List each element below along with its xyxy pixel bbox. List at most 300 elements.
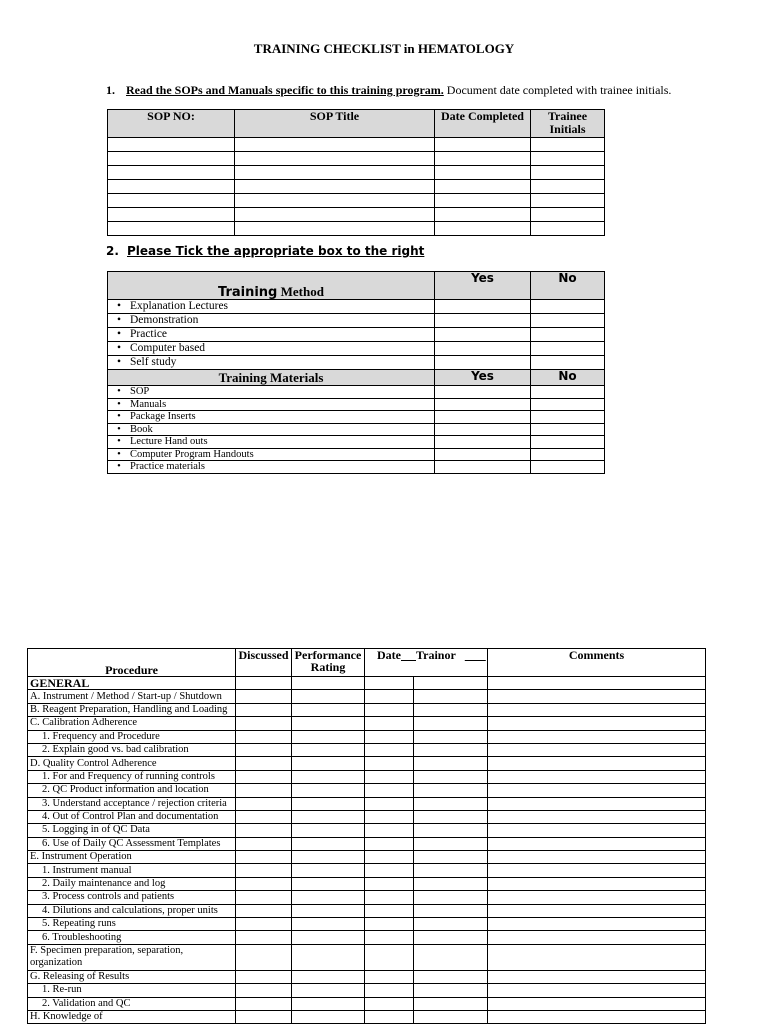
trainor-cell[interactable] [414, 837, 488, 850]
material-row-text: Book [130, 423, 153, 435]
sop-date-cell[interactable] [435, 138, 531, 152]
discussed-cell[interactable] [236, 931, 292, 944]
sop-date-cell[interactable] [435, 152, 531, 166]
procedure-label: 6. Use of Daily QC Assessment Templates [28, 837, 236, 850]
performance-cell[interactable] [292, 970, 365, 983]
training-materials-header-row [108, 370, 605, 386]
sop-date-cell[interactable] [435, 208, 531, 222]
procedure-label: A. Instrument / Method / Start-up / Shutdown [28, 690, 236, 703]
date-cell[interactable] [365, 703, 414, 716]
date-cell[interactable] [365, 970, 414, 983]
sop-col-title: SOP Title [235, 110, 435, 138]
performance-cell[interactable] [292, 677, 365, 690]
comments-cell[interactable] [488, 717, 706, 730]
procedure-row [28, 770, 706, 783]
sop-title-cell[interactable] [235, 208, 435, 222]
date-cell[interactable] [365, 877, 414, 890]
comments-cell[interactable] [488, 904, 706, 917]
trainor-cell[interactable] [414, 984, 488, 997]
bullet-icon: • [116, 314, 122, 326]
trainor-cell[interactable] [414, 677, 488, 690]
procedure-row [28, 690, 706, 703]
performance-cell[interactable] [292, 770, 365, 783]
date-cell[interactable] [365, 770, 414, 783]
sop-title-cell[interactable] [235, 166, 435, 180]
sop-initials-cell[interactable] [531, 152, 605, 166]
yes-checkbox-cell[interactable] [435, 448, 531, 461]
discussed-cell[interactable] [236, 690, 292, 703]
method-no-header: No [531, 272, 605, 300]
sop-initials-cell[interactable] [531, 194, 605, 208]
procedure-label: H. Knowledge of [28, 1010, 236, 1023]
method-row-text: Explanation Lectures [130, 300, 229, 312]
procedure-label: 5. Logging in of QC Data [28, 824, 236, 837]
procedure-label: 1. Instrument manual [28, 864, 236, 877]
material-row-label [108, 411, 435, 424]
sop-col-date: Date Completed [435, 110, 531, 138]
sop-initials-cell[interactable] [531, 180, 605, 194]
date-cell[interactable] [365, 918, 414, 931]
performance-cell[interactable] [292, 703, 365, 716]
yes-checkbox-cell[interactable] [435, 436, 531, 449]
bullet-icon: • [117, 386, 121, 398]
sop-date-cell[interactable] [435, 166, 531, 180]
date-cell[interactable] [365, 904, 414, 917]
material-row [108, 423, 605, 436]
sop-title-cell[interactable] [235, 152, 435, 166]
material-row [108, 386, 605, 399]
sop-row [108, 152, 605, 166]
no-checkbox-cell[interactable] [531, 356, 605, 370]
section1-instruction-bold: Read the SOPs and Manuals specific to this training program. [126, 83, 444, 97]
trainor-cell[interactable] [414, 997, 488, 1010]
sop-no-cell[interactable] [108, 166, 235, 180]
no-checkbox-cell[interactable] [531, 436, 605, 449]
comments-cell[interactable] [488, 703, 706, 716]
comments-cell[interactable] [488, 877, 706, 890]
discussed-cell[interactable] [236, 851, 292, 864]
sop-date-cell[interactable] [435, 180, 531, 194]
trainor-cell[interactable] [414, 891, 488, 904]
sop-table [107, 109, 605, 236]
training-method-header-small: Method [277, 284, 324, 299]
procedure-label: 4. Out of Control Plan and documentation [28, 810, 236, 823]
procedure-label: E. Instrument Operation [28, 851, 236, 864]
performance-cell[interactable] [292, 743, 365, 756]
sop-title-cell[interactable] [235, 138, 435, 152]
yes-checkbox-cell[interactable] [435, 300, 531, 314]
procedure-row [28, 1010, 706, 1023]
no-checkbox-cell[interactable] [531, 423, 605, 436]
section1-instruction-rest: Document date completed with trainee initials. [443, 83, 672, 97]
discussed-cell[interactable] [236, 677, 292, 690]
method-row-label [108, 314, 435, 328]
procedure-label: D. Quality Control Adherence [28, 757, 236, 770]
performance-cell[interactable] [292, 690, 365, 703]
bullet-icon: • [117, 461, 121, 473]
trainor-cell[interactable] [414, 851, 488, 864]
procedure-col-discussed: Discussed [236, 649, 292, 677]
procedure-label: F. Specimen preparation, separation, organization [28, 944, 236, 970]
date-cell[interactable] [365, 757, 414, 770]
material-row-label [108, 386, 435, 399]
procedure-row [28, 984, 706, 997]
discussed-cell[interactable] [236, 824, 292, 837]
sop-no-cell[interactable] [108, 222, 235, 236]
trainor-cell[interactable] [414, 730, 488, 743]
procedure-row [28, 970, 706, 983]
performance-cell[interactable] [292, 797, 365, 810]
trainor-cell[interactable] [414, 770, 488, 783]
procedure-row [28, 864, 706, 877]
discussed-cell[interactable] [236, 1010, 292, 1023]
comments-cell[interactable] [488, 690, 706, 703]
sop-initials-cell[interactable] [531, 208, 605, 222]
trainor-cell[interactable] [414, 810, 488, 823]
date-cell[interactable] [365, 797, 414, 810]
bullet-icon: • [116, 300, 122, 312]
discussed-cell[interactable] [236, 877, 292, 890]
materials-yes-header: Yes [435, 370, 531, 386]
sop-no-cell[interactable] [108, 194, 235, 208]
trainor-cell[interactable] [414, 743, 488, 756]
training-method-header-row [108, 272, 605, 300]
procedure-col-date-trainor [365, 649, 488, 677]
discussed-cell[interactable] [236, 997, 292, 1010]
procedure-row [28, 743, 706, 756]
date-cell[interactable] [365, 824, 414, 837]
sop-no-cell[interactable] [108, 152, 235, 166]
training-materials-header: Training Materials [108, 370, 435, 386]
bullet-icon: • [117, 448, 121, 460]
date-cell[interactable] [365, 1010, 414, 1023]
procedure-label: 1. For and Frequency of running controls [28, 770, 236, 783]
performance-cell[interactable] [292, 904, 365, 917]
procedure-row [28, 931, 706, 944]
material-row [108, 436, 605, 449]
sop-row [108, 194, 605, 208]
bullet-icon: • [116, 342, 122, 354]
procedure-row [28, 824, 706, 837]
sop-date-cell[interactable] [435, 194, 531, 208]
procedure-row [28, 891, 706, 904]
sop-no-cell[interactable] [108, 208, 235, 222]
date-cell[interactable] [365, 743, 414, 756]
date-cell[interactable] [365, 984, 414, 997]
date-cell[interactable] [365, 677, 414, 690]
material-row [108, 411, 605, 424]
comments-cell[interactable] [488, 677, 706, 690]
bullet-icon: • [117, 398, 121, 410]
procedure-label: 5. Repeating runs [28, 918, 236, 931]
material-row-text: Package Inserts [130, 411, 196, 423]
trainor-cell[interactable] [414, 970, 488, 983]
performance-cell[interactable] [292, 877, 365, 890]
procedure-row [28, 944, 706, 970]
method-row [108, 328, 605, 342]
procedure-row [28, 730, 706, 743]
procedure-row [28, 677, 706, 690]
section1-number: 1. [106, 83, 115, 97]
performance-cell[interactable] [292, 931, 365, 944]
procedure-col-performance-label: Performance Rating [294, 648, 362, 674]
comments-cell[interactable] [488, 757, 706, 770]
training-table [107, 271, 605, 474]
method-row-text: Demonstration [130, 314, 199, 326]
bullet-icon: • [116, 356, 122, 368]
discussed-cell[interactable] [236, 757, 292, 770]
discussed-cell[interactable] [236, 918, 292, 931]
sop-row [108, 138, 605, 152]
comments-cell[interactable] [488, 784, 706, 797]
performance-cell[interactable] [292, 891, 365, 904]
yes-checkbox-cell[interactable] [435, 356, 531, 370]
procedure-row [28, 997, 706, 1010]
sop-title-cell[interactable] [235, 222, 435, 236]
performance-cell[interactable] [292, 997, 365, 1010]
discussed-cell[interactable] [236, 944, 292, 970]
trainor-cell[interactable] [414, 877, 488, 890]
section2-number: 2. [106, 244, 119, 258]
performance-cell[interactable] [292, 837, 365, 850]
yes-checkbox-cell[interactable] [435, 314, 531, 328]
trainor-cell[interactable] [414, 1010, 488, 1023]
bullet-icon: • [116, 328, 122, 340]
no-checkbox-cell[interactable] [531, 328, 605, 342]
comments-cell[interactable] [488, 944, 706, 970]
trainor-cell[interactable] [414, 944, 488, 970]
performance-cell[interactable] [292, 824, 365, 837]
yes-checkbox-cell[interactable] [435, 328, 531, 342]
comments-cell[interactable] [488, 810, 706, 823]
discussed-cell[interactable] [236, 891, 292, 904]
method-row-label [108, 342, 435, 356]
no-checkbox-cell[interactable] [531, 342, 605, 356]
yes-checkbox-cell[interactable] [435, 461, 531, 474]
sop-date-cell[interactable] [435, 222, 531, 236]
trainor-cell[interactable] [414, 717, 488, 730]
method-row [108, 314, 605, 328]
discussed-cell[interactable] [236, 784, 292, 797]
no-checkbox-cell[interactable] [531, 386, 605, 399]
material-row [108, 461, 605, 474]
sop-row [108, 166, 605, 180]
procedure-label: 6. Troubleshooting [28, 931, 236, 944]
sop-row [108, 222, 605, 236]
procedure-col-trainor-label: Trainor [416, 648, 456, 662]
sop-col-initials [531, 110, 605, 138]
method-row-text: Practice [130, 328, 168, 340]
material-row [108, 398, 605, 411]
procedure-label: 3. Understand acceptance / rejection criteria [28, 797, 236, 810]
procedure-row [28, 877, 706, 890]
procedure-row [28, 851, 706, 864]
discussed-cell[interactable] [236, 730, 292, 743]
comments-cell[interactable] [488, 824, 706, 837]
trainor-cell[interactable] [414, 797, 488, 810]
material-row-label [108, 436, 435, 449]
performance-cell[interactable] [292, 944, 365, 970]
performance-cell[interactable] [292, 730, 365, 743]
discussed-cell[interactable] [236, 864, 292, 877]
training-method-header-big: Training [218, 285, 278, 300]
section2-instruction [106, 244, 424, 258]
material-row-label [108, 461, 435, 474]
no-checkbox-cell[interactable] [531, 411, 605, 424]
material-row-text: Lecture Hand outs [130, 436, 208, 448]
comments-cell[interactable] [488, 730, 706, 743]
procedure-label: 2. Daily maintenance and log [28, 877, 236, 890]
date-cell[interactable] [365, 997, 414, 1010]
material-row-text: Computer Program Handouts [130, 448, 254, 460]
procedure-label: 2. Explain good vs. bad calibration [28, 743, 236, 756]
discussed-cell[interactable] [236, 810, 292, 823]
discussed-cell[interactable] [236, 770, 292, 783]
section1-instruction [106, 83, 671, 98]
yes-checkbox-cell[interactable] [435, 342, 531, 356]
discussed-cell[interactable] [236, 717, 292, 730]
date-cell[interactable] [365, 944, 414, 970]
comments-cell[interactable] [488, 891, 706, 904]
procedure-label: C. Calibration Adherence [28, 717, 236, 730]
date-cell[interactable] [365, 864, 414, 877]
trainor-cell[interactable] [414, 931, 488, 944]
method-row [108, 342, 605, 356]
performance-cell[interactable] [292, 851, 365, 864]
discussed-cell[interactable] [236, 904, 292, 917]
discussed-cell[interactable] [236, 797, 292, 810]
date-cell[interactable] [365, 931, 414, 944]
sop-initials-cell[interactable] [531, 138, 605, 152]
procedure-col-performance [292, 649, 365, 677]
method-row-text: Computer based [130, 342, 206, 354]
comments-cell[interactable] [488, 770, 706, 783]
procedure-label: GENERAL [28, 677, 236, 690]
comments-cell[interactable] [488, 931, 706, 944]
procedure-label: 3. Process controls and patients [28, 891, 236, 904]
training-method-header [108, 272, 435, 300]
yes-checkbox-cell[interactable] [435, 423, 531, 436]
comments-cell[interactable] [488, 970, 706, 983]
procedure-row [28, 837, 706, 850]
date-cell[interactable] [365, 810, 414, 823]
section2-instruction-text: Please Tick the appropriate box to the right [127, 244, 425, 258]
method-row-text: Self study [130, 356, 177, 368]
material-row-label [108, 423, 435, 436]
discussed-cell[interactable] [236, 837, 292, 850]
method-yes-header: Yes [435, 272, 531, 300]
date-cell[interactable] [365, 837, 414, 850]
performance-cell[interactable] [292, 1010, 365, 1023]
comments-cell[interactable] [488, 851, 706, 864]
comments-cell[interactable] [488, 1010, 706, 1023]
trainor-cell[interactable] [414, 824, 488, 837]
trainor-cell[interactable] [414, 690, 488, 703]
date-cell[interactable] [365, 717, 414, 730]
sop-col-no: SOP NO: [108, 110, 235, 138]
sop-row [108, 208, 605, 222]
material-row [108, 448, 605, 461]
performance-cell[interactable] [292, 984, 365, 997]
sop-initials-cell[interactable] [531, 222, 605, 236]
performance-cell[interactable] [292, 864, 365, 877]
trainor-cell[interactable] [414, 757, 488, 770]
date-cell[interactable] [365, 851, 414, 864]
trainor-cell[interactable] [414, 904, 488, 917]
performance-cell[interactable] [292, 757, 365, 770]
procedure-row [28, 904, 706, 917]
performance-cell[interactable] [292, 717, 365, 730]
comments-cell[interactable] [488, 743, 706, 756]
procedure-label: G. Releasing of Results [28, 970, 236, 983]
comments-cell[interactable] [488, 984, 706, 997]
trainor-cell[interactable] [414, 784, 488, 797]
material-row-text: Practice materials [130, 461, 205, 473]
no-checkbox-cell[interactable] [531, 448, 605, 461]
date-cell[interactable] [365, 891, 414, 904]
sop-no-cell[interactable] [108, 138, 235, 152]
procedure-label: B. Reagent Preparation, Handling and Loading [28, 703, 236, 716]
comments-cell[interactable] [488, 918, 706, 931]
yes-checkbox-cell[interactable] [435, 398, 531, 411]
discussed-cell[interactable] [236, 984, 292, 997]
comments-cell[interactable] [488, 837, 706, 850]
materials-no-header: No [531, 370, 605, 386]
performance-cell[interactable] [292, 810, 365, 823]
procedure-row [28, 797, 706, 810]
trainor-cell[interactable] [414, 864, 488, 877]
sop-no-cell[interactable] [108, 180, 235, 194]
discussed-cell[interactable] [236, 703, 292, 716]
procedure-label: 2. Validation and QC [28, 997, 236, 1010]
performance-cell[interactable] [292, 784, 365, 797]
date-cell[interactable] [365, 784, 414, 797]
sop-initials-cell[interactable] [531, 166, 605, 180]
no-checkbox-cell[interactable] [531, 300, 605, 314]
comments-cell[interactable] [488, 797, 706, 810]
method-row [108, 356, 605, 370]
performance-cell[interactable] [292, 918, 365, 931]
sop-title-cell[interactable] [235, 194, 435, 208]
procedure-row [28, 784, 706, 797]
discussed-cell[interactable] [236, 970, 292, 983]
comments-cell[interactable] [488, 997, 706, 1010]
yes-checkbox-cell[interactable] [435, 386, 531, 399]
procedure-header-row [28, 649, 706, 677]
method-row-label [108, 328, 435, 342]
method-row-label [108, 300, 435, 314]
method-row [108, 300, 605, 314]
sop-header-row [108, 110, 605, 138]
no-checkbox-cell[interactable] [531, 398, 605, 411]
procedure-row [28, 703, 706, 716]
sop-title-cell[interactable] [235, 180, 435, 194]
procedure-col-comments: Comments [488, 649, 706, 677]
no-checkbox-cell[interactable] [531, 314, 605, 328]
discussed-cell[interactable] [236, 743, 292, 756]
trainor-cell[interactable] [414, 703, 488, 716]
no-checkbox-cell[interactable] [531, 461, 605, 474]
trainor-cell[interactable] [414, 918, 488, 931]
material-row-label [108, 448, 435, 461]
procedure-row [28, 757, 706, 770]
date-cell[interactable] [365, 690, 414, 703]
procedure-table [27, 648, 706, 1024]
comments-cell[interactable] [488, 864, 706, 877]
date-cell[interactable] [365, 730, 414, 743]
bullet-icon: • [117, 411, 121, 423]
yes-checkbox-cell[interactable] [435, 411, 531, 424]
